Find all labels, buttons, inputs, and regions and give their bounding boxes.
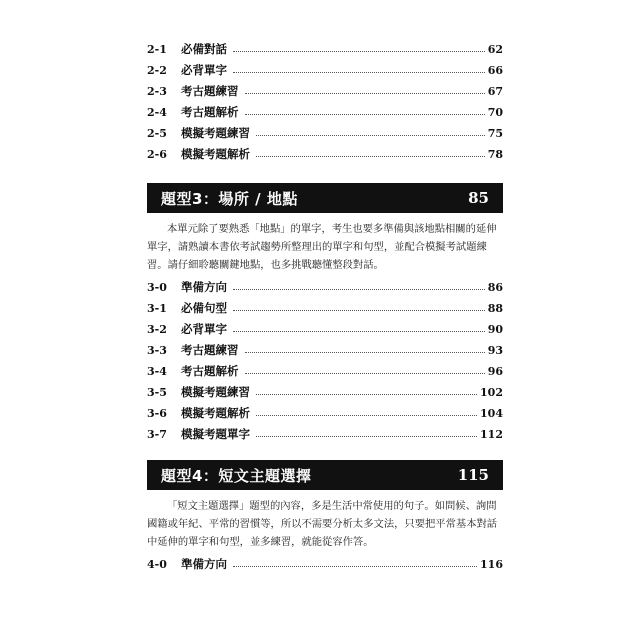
entry-page: 62 [487,42,503,56]
entry-title: 模擬考題解析 [181,406,250,420]
entry-page: 90 [487,322,503,336]
toc-entry[interactable] [147,62,503,78]
section-header-3[interactable] [147,183,503,213]
toc-entry[interactable] [147,83,503,99]
toc-entry[interactable] [147,146,503,162]
entry-title: 必備句型 [181,301,227,315]
toc-entry[interactable] [147,300,503,316]
dot-leader [245,351,485,353]
entry-title: 考古題解析 [181,364,239,378]
entry-number: 4-0 [147,557,167,571]
toc-entry[interactable] [147,556,503,572]
toc-entry[interactable] [147,104,503,120]
entry-title: 必背單字 [181,322,227,336]
toc-entry[interactable] [147,405,503,421]
entry-title: 準備方向 [181,280,227,294]
toc-entry[interactable] [147,342,503,358]
entry-page: 86 [487,280,503,294]
toc-entry[interactable] [147,41,503,57]
dot-leader [256,134,485,136]
dot-leader [245,113,485,115]
entry-number: 2-2 [147,63,167,77]
entry-number: 2-6 [147,147,167,161]
dot-leader [233,309,485,311]
entry-page: 66 [487,63,503,77]
toc-entry[interactable] [147,321,503,337]
entry-title: 模擬考題練習 [181,385,250,399]
section-intro: 本單元除了要熟悉「地點」的單字，考生也要多準備與該地點相關的延伸單字，請熟讀本書依考試趨勢所整理出的單字和句型，並配合模擬考試題練習。請仔細聆聽關鍵地點，也多挑戰聽懂整段對話。 [147,223,497,271]
entry-number: 3-2 [147,322,167,336]
entry-number: 3-5 [147,385,167,399]
entry-number: 2-5 [147,126,167,140]
section-title: 題型4：短文主題選擇 [161,466,312,485]
entry-title: 模擬考題練習 [181,126,250,140]
entry-page: 70 [487,105,503,119]
entry-page: 96 [487,364,503,378]
entry-number: 2-3 [147,84,167,98]
entry-title: 準備方向 [181,557,227,571]
toc-entry[interactable] [147,279,503,295]
entry-title: 模擬考題單字 [181,427,250,441]
dot-leader [233,565,477,567]
entry-number: 3-7 [147,427,167,441]
dot-leader [256,393,477,395]
entry-page: 116 [480,557,503,571]
dot-leader [233,330,485,332]
section-page-number: 85 [468,189,489,207]
entry-page: 112 [480,427,503,441]
dot-leader [245,92,485,94]
entry-page: 93 [487,343,503,357]
entry-page: 75 [487,126,503,140]
section-page-number: 115 [457,466,489,484]
dot-leader [256,414,477,416]
section-intro: 「短文主題選擇」題型的內容，多是生活中常使用的句子。如問候、詢問國籍或年紀、平常的習慣等，所以不需要分析太多文法，只要把平常基本對話中延伸的單字和句型，並多練習，就能從容作答。 [147,500,498,548]
entry-number: 3-6 [147,406,167,420]
entry-title: 考古題解析 [181,105,239,119]
toc-entry[interactable] [147,363,503,379]
entry-page: 104 [480,406,503,420]
entry-page: 102 [480,385,503,399]
dot-leader [233,288,485,290]
entry-title: 考古題練習 [181,343,239,357]
entry-number: 3-3 [147,343,167,357]
entry-number: 2-1 [147,42,167,56]
dot-leader [233,50,485,52]
dot-leader [256,155,485,157]
entry-number: 3-1 [147,301,167,315]
dot-leader [245,372,485,374]
entry-page: 78 [487,147,503,161]
toc-entry[interactable] [147,125,503,141]
section-header-4[interactable] [147,460,503,490]
entry-page: 88 [487,301,503,315]
toc-entry[interactable] [147,384,503,400]
dot-leader [256,435,477,437]
entry-number: 3-4 [147,364,167,378]
entry-title: 模擬考題解析 [181,147,250,161]
entry-number: 3-0 [147,280,167,294]
entry-page: 67 [487,84,503,98]
entry-title: 考古題練習 [181,84,239,98]
entry-title: 必背單字 [181,63,227,77]
entry-number: 2-4 [147,105,167,119]
dot-leader [233,71,485,73]
section-title: 題型3：場所 / 地點 [161,189,298,208]
toc-entry[interactable] [147,426,503,442]
entry-title: 必備對話 [181,42,227,56]
